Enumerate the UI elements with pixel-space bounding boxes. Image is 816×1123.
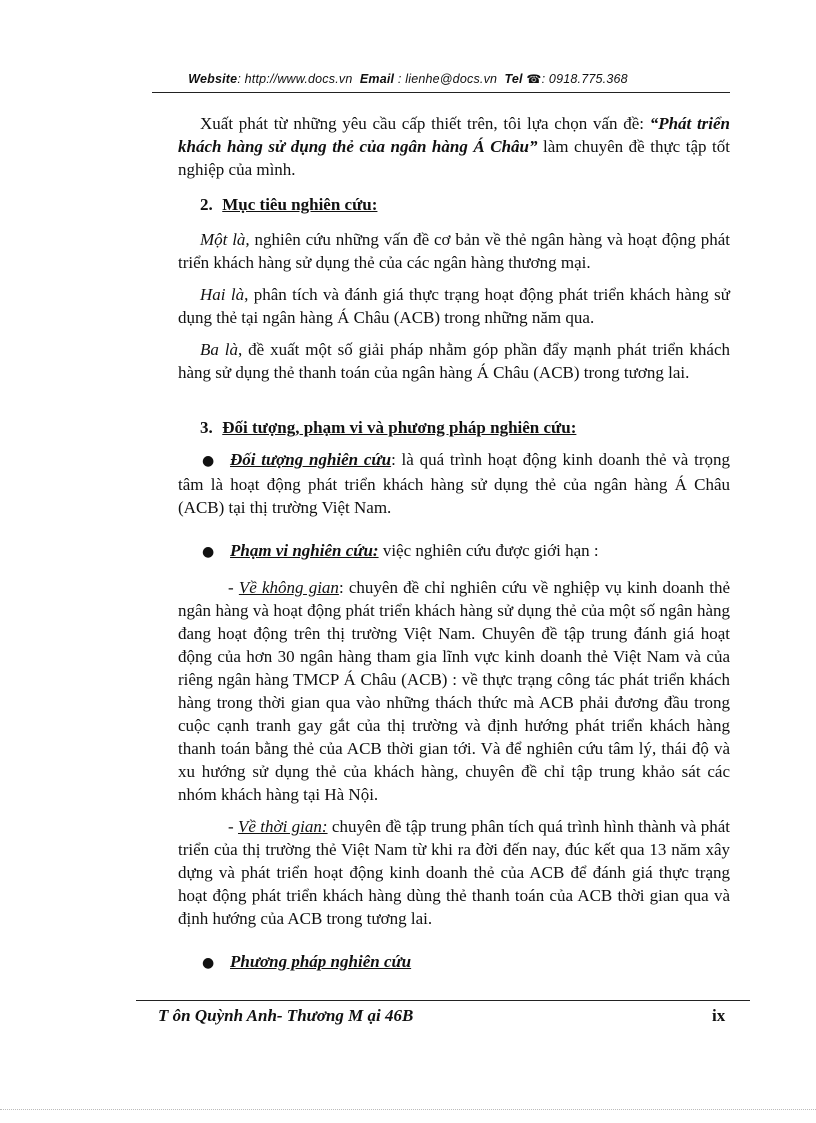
page-number: ix <box>712 1006 726 1025</box>
scope-space-prefix: - <box>228 578 239 597</box>
objective-3 <box>178 338 730 384</box>
scope-space-label: Về không gian <box>238 578 339 597</box>
page-header <box>0 72 816 86</box>
section-2-title: Mục tiêu nghiên cứu: <box>222 195 378 214</box>
objective-1 <box>178 228 730 274</box>
scope-time <box>178 815 730 930</box>
website-label: Website <box>188 72 238 86</box>
footer-author: T ôn Quỳnh Anh- Thương M ại 46B <box>158 1006 414 1025</box>
section-3-heading <box>200 416 730 439</box>
research-scope-label: Phạm vi nghiên cứu: <box>230 541 379 560</box>
section-3-title: Đối tượng, phạm vi và phương pháp nghiên cứu: <box>222 418 577 437</box>
research-scope-text: việc nghiên cứu được giới hạn : <box>378 541 599 560</box>
research-method-item <box>178 950 730 975</box>
section-3-number: 3. <box>200 418 213 437</box>
scope-time-prefix: - <box>228 817 239 836</box>
footer-divider <box>136 1000 750 1001</box>
objective-1-text: nghiên cứu những vấn đề cơ bản về thẻ ngân hàng và hoạt động phát triển khách hàng sử dụng thẻ của các ngân hàng thương mại. <box>178 230 730 272</box>
email-value: : lienhe@docs.vn <box>397 72 498 86</box>
bullet-icon: ● <box>202 544 215 560</box>
document-body <box>178 112 730 975</box>
scope-time-label: Về thời gian: <box>238 817 328 836</box>
intro-tail: làm chuyên đề thực tập tốt nghiệp của mình. <box>178 137 730 179</box>
research-scope-item <box>178 539 730 564</box>
research-object-text: : là quá trình hoạt động kinh doanh thẻ và trọng tâm là hoạt động phát triển khách hàng sử dụng thẻ của ngân hàng Á Châu (ACB) tại thị trường Việt Nam. <box>178 450 730 517</box>
scope-space-text: : chuyên đề chỉ nghiên cứu về nghiệp vụ kinh doanh thẻ ngân hàng và hoạt động phát triển khách hàng sử dụng thẻ của một số ngân hàng đang hoạt động trên thị trường Việt Nam. Chuyên đề tập trung đánh giá hoạt động của hơn 30 ngân hàng tham gia lĩnh vực kinh doanh thẻ Việt Nam và của riêng ngân hàng TMCP Á Châu (ACB) : về thực trạng công tác phát triển khách hàng trong thời gian qua vào những thách thức mà ACB phải đương đầu trong cuộc cạnh tranh gay gắt của thị trường và định hướng phát triển khách hàng thanh toán bằng thẻ của ACB thời gian tới. Và để nghiên cứu tâm lý, thái độ và xu hướng sử dụng thẻ của khách hàng, chuyên đề chỉ tập trung khảo sát các nhóm khách hàng tại Hà Nội. <box>178 578 730 804</box>
objective-3-text: , đề xuất một số giải pháp nhằm góp phần đẩy mạnh phát triển khách hàng sử dụng thẻ thanh toán của ngân hàng Á Châu (ACB) trong tương lai. <box>178 340 730 382</box>
research-object-label: Đối tượng nghiên cứu <box>230 450 392 469</box>
intro-topic: “Phát triển khách hàng sử dụng thẻ của ngân hàng Á Châu” <box>178 114 731 156</box>
tel-label: Tel <box>504 72 523 86</box>
page-bottom-divider <box>0 1109 816 1110</box>
website-value: : http://www.docs.vn <box>237 72 353 86</box>
intro-paragraph <box>178 112 730 181</box>
objective-2-lead: Hai là <box>200 285 245 304</box>
objective-2-text: , phân tích và đánh giá thực trạng hoạt động phát triển khách hàng sử dụng thẻ tại ngân hàng Á Châu (ACB) trong những năm qua. <box>178 285 730 327</box>
section-2-number: 2. <box>200 195 213 214</box>
bullet-icon: ● <box>202 453 215 469</box>
phone-icon: ☎ <box>526 72 542 86</box>
objective-1-lead: Một là, <box>200 230 250 249</box>
header-divider <box>152 92 730 93</box>
section-2-heading <box>200 193 730 216</box>
intro-lead: Xuất phát từ những yêu cầu cấp thiết trên, tôi lựa chọn vấn đề: <box>200 114 650 133</box>
tel-value: : 0918.775.368 <box>541 72 628 86</box>
research-method-label: Phương pháp nghiên cứu <box>230 952 412 971</box>
bullet-icon: ● <box>202 955 215 971</box>
scope-time-text: chuyên đề tập trung phân tích quá trình hình thành và phát triển của thị trường thẻ Việt Nam từ khi ra đời đến nay, đúc kết qua 13 năm xây dựng và phát triển hoạt động kinh doanh thẻ của ACB để đánh giá thực trạng hoạt động phát triển khách hàng dùng thẻ thanh toán của ACB thời gian qua và định hướng của ACB trong tương lai. <box>178 817 730 928</box>
objective-2 <box>178 283 730 329</box>
research-object-item <box>178 448 730 519</box>
email-label: Email <box>359 72 395 86</box>
objective-3-lead: Ba là <box>200 340 239 359</box>
scope-space <box>178 576 730 806</box>
